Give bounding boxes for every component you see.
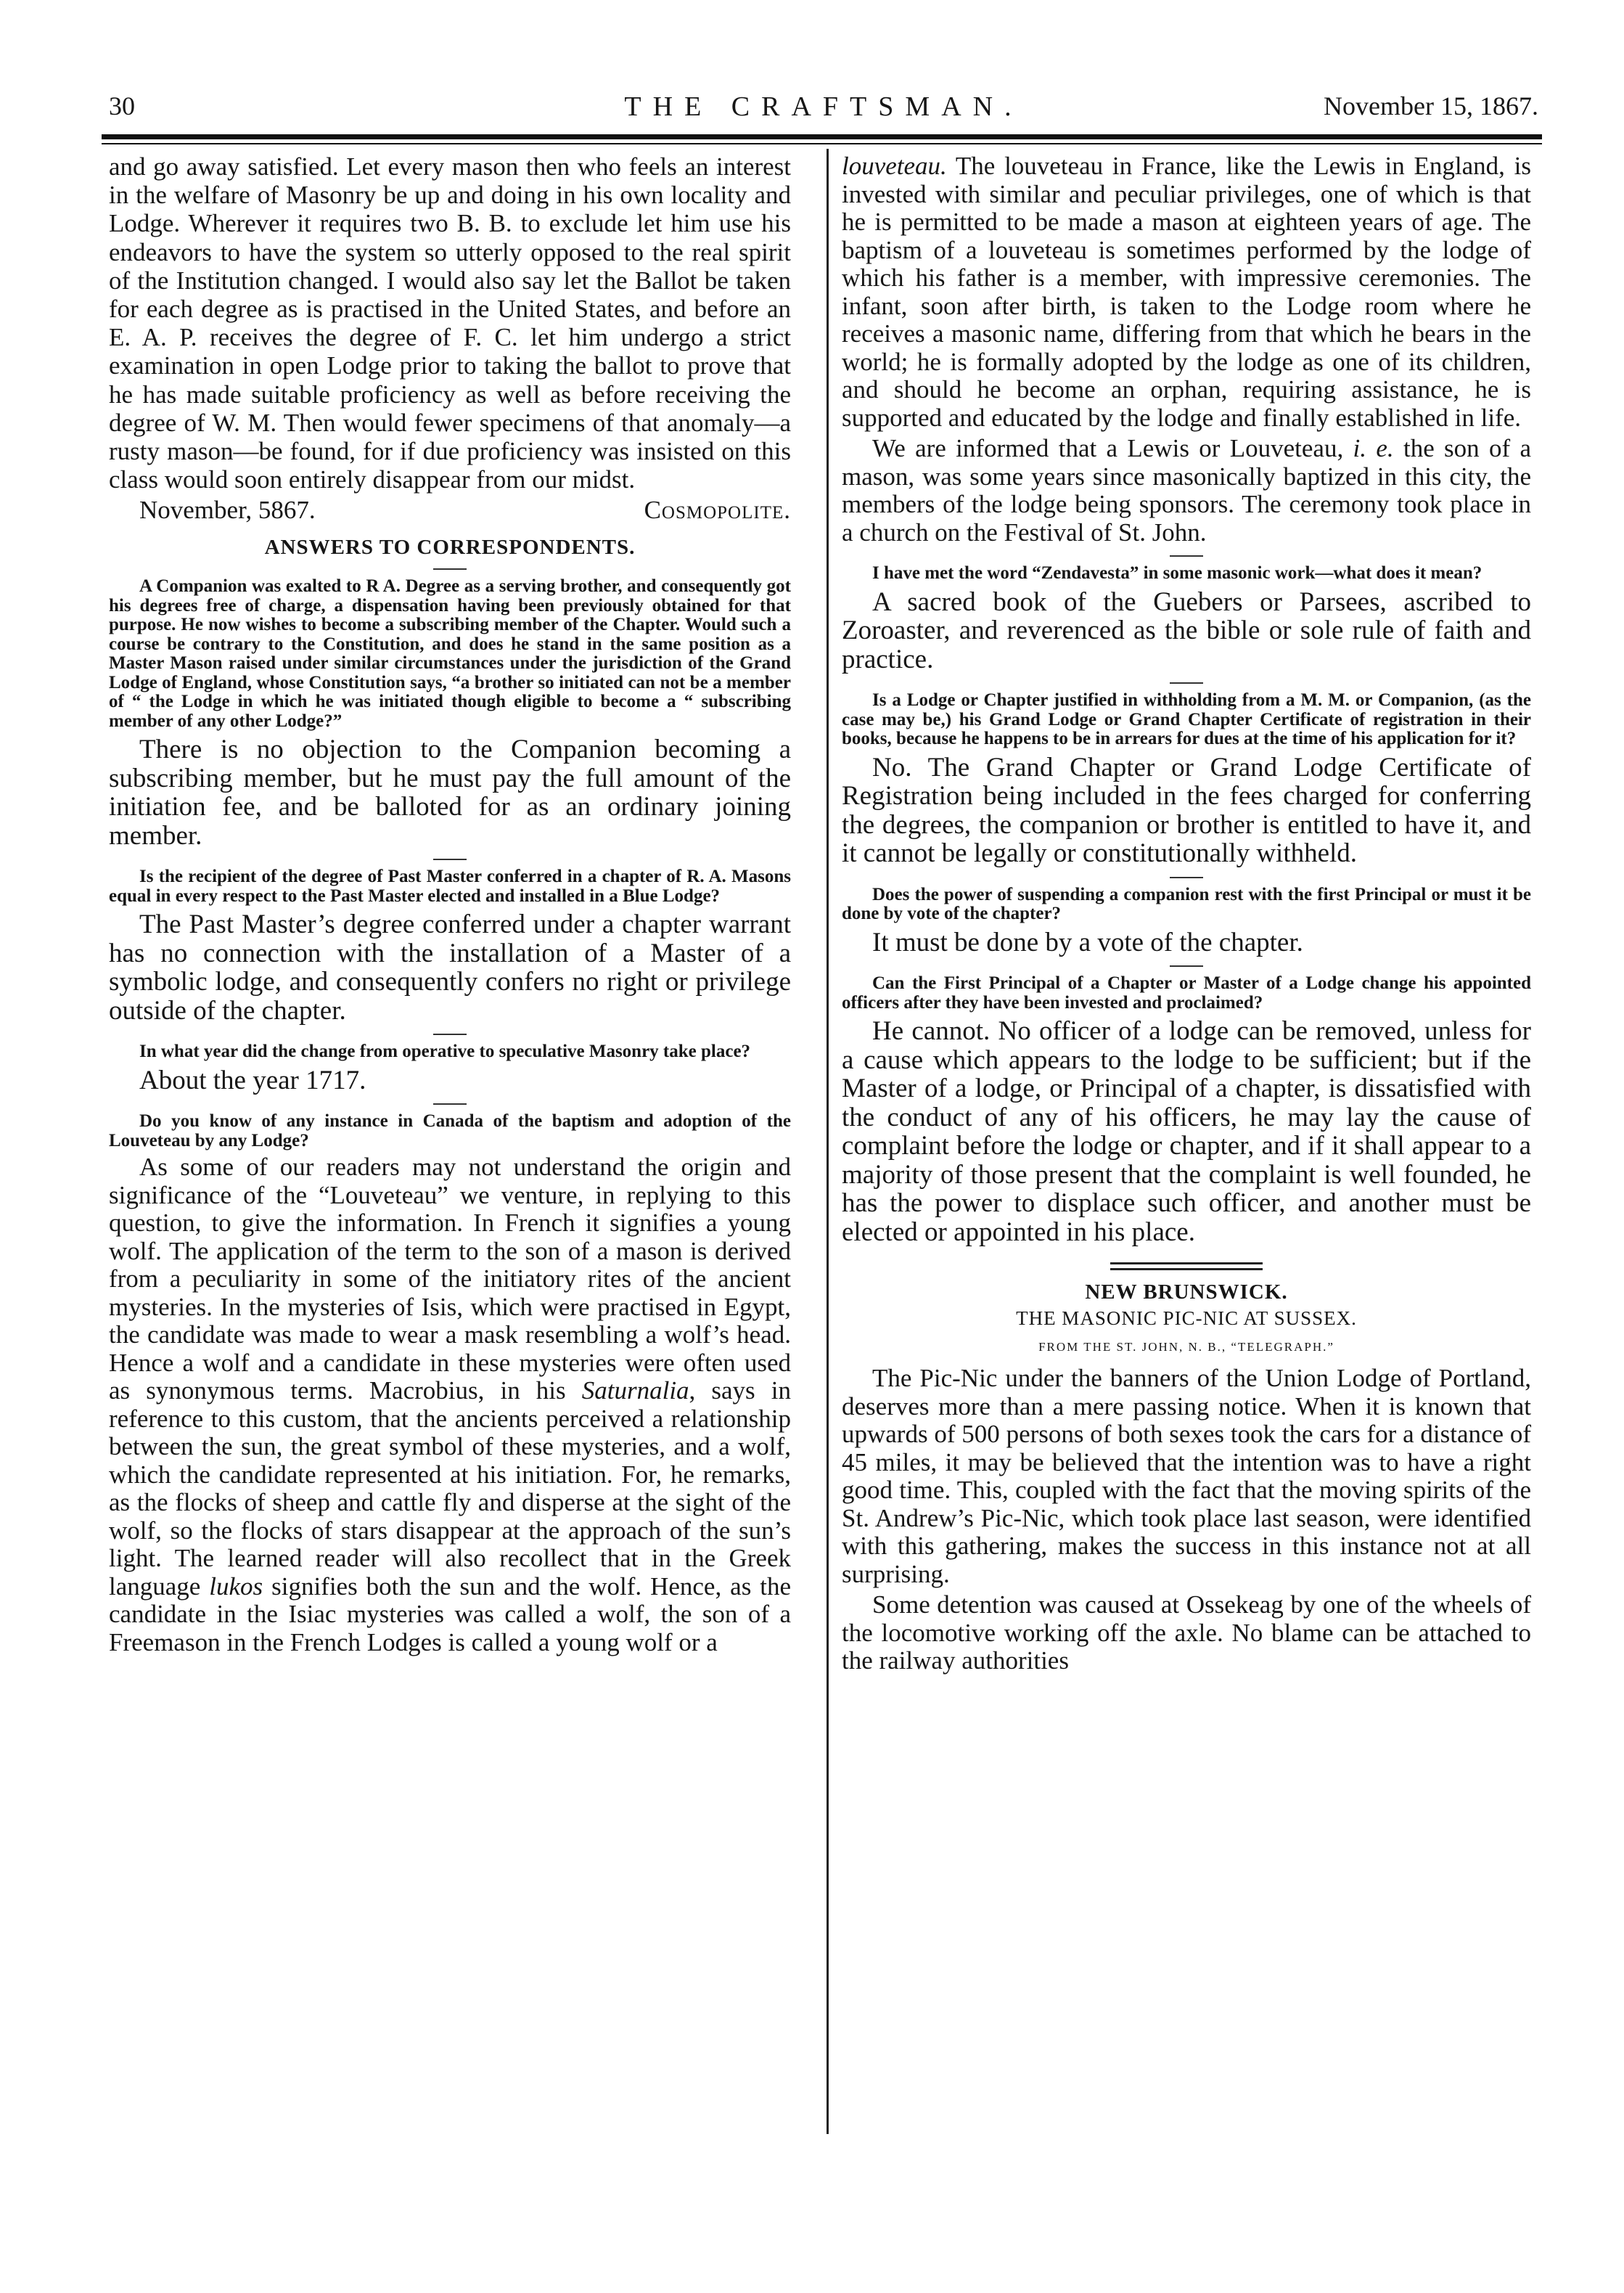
answer-1: There is no objection to the Companion becoming a subscribing member, but he must pay the full amount of the initiation fee, and be balloted for as an ordinary joining member. bbox=[109, 735, 791, 851]
question-8: Can the First Principal of a Chapter or Master of a Lodge change his appointed officers after they have been invested and proclaimed? bbox=[842, 973, 1531, 1013]
question-2: Is the recipient of the degree of Past Master conferred in a chapter of R. A. Masons equal in every respect to the Past Master elected and installed in a Blue Lodge? bbox=[109, 867, 791, 906]
lewis-ie: i. e. bbox=[1353, 434, 1394, 462]
question-7: Does the power of suspending a companion rest with the first Principal or must it be done by vote of the chapter? bbox=[842, 884, 1531, 923]
letter-conclusion: and go away satisfied. Let every mason then who feels an interest in the welfare of Masonry be up and doing in his own locality and Lodge. Wherever it requires two B. B. to exclude let him use his endeavors to have the system so utterly opposed to the real spirit of the Institution changed. I would also say let the Ballot be taken for each degree as is practised in the United States, and before an E. A. P. receives the degree of F. C. let him undergo a strict examination in open Lodge prior to taking the ballot to prove that he has made suitable proficiency as well as before receiving the degree of W. M. Then would fewer specimens of that anomaly—a rusty mason—be found, for if due proficiency was insisted on this class would soon entirely disappear from our midst. bbox=[109, 152, 791, 494]
header-rule-thick bbox=[102, 134, 1542, 139]
separator-dash bbox=[433, 1034, 467, 1035]
article-source: FROM THE ST. JOHN, N. B., “TELEGRAPH.” bbox=[1038, 1340, 1334, 1354]
answer-4-part-2: , says in reference to this custom, that the ancients perceived a relationship between the sun, the great symbol of these mysteries, and a wolf, which the candidate represented at his initiation. For, he remarks, as the flocks of sheep and cattle fly and disperse at the sight of the wolf, so the flocks of stars disappear at the approach of the sun’s light. The learned reader will also recollect that in the Greek language bbox=[109, 1376, 791, 1601]
section-heading-new-brunswick: NEW BRUNSWICK. bbox=[1085, 1280, 1288, 1304]
issue-date: November 15, 1867. bbox=[1324, 91, 1538, 120]
answer-6: No. The Grand Chapter or Grand Lodge Certificate of Registration being included in the fees charged for conferring the degrees, the companion or brother is entitled to have it, and it cannot be legally or constitutionally withheld. bbox=[842, 752, 1531, 868]
page-number: 30 bbox=[109, 91, 135, 120]
answer-4-lukos: lukos bbox=[209, 1571, 263, 1601]
answer-4-part-1: As some of our readers may not understand the origin and significance of the “Louveteau” we venture, in replying to this question, to give the information. In French it signifies a young wolf. The application of the term to the son of a mason is derived from a peculiarity in some of the initiatory rites of the ancient mysteries. In the mysteries of Isis, which were practised in Egypt, the candidate was made to wear a mask resembling a wolf’s head. Hence a wolf and a candidate in these mysteries were often used as synonymous terms. Macrobius, in his bbox=[109, 1153, 791, 1405]
answer-7: It must be done by a vote of the chapter. bbox=[872, 927, 1303, 957]
publication-title: THE CRAFTSMAN. bbox=[624, 91, 1023, 122]
answer-8: He cannot. No officer of a lodge can be removed, unless for a cause which appears to the lodge to be sufficient; but if the Master of a lodge, or Principal of a chapter, is dissatisfied with the conduct of any of his officers, he may lay the cause of complaint before the lodge or chapter, and if it shall appear to a majority of those present that the complaint is well founded, he has the power to displace such officer, and another must be elected or appointed in his place. bbox=[842, 1016, 1531, 1247]
separator-dash bbox=[1170, 555, 1203, 557]
question-4: Do you know of any instance in Canada of the baptism and adoption of the Louveteau by any Lodge? bbox=[109, 1111, 791, 1150]
signature-author: Cosmopolite. bbox=[644, 496, 791, 525]
letter-signature bbox=[109, 495, 791, 526]
separator-dash bbox=[433, 568, 467, 570]
answer-2: The Past Master’s degree conferred under a chapter warrant has no connection with the installation of a Master of a symbolic lodge, and consequently confers no right or privilege outside of the chapter. bbox=[109, 910, 791, 1026]
question-6: Is a Lodge or Chapter justified in withholding from a M. M. or Companion, (as the case may be,) his Grand Lodge or Grand Chapter Certificate of registration in their books, because he happens to be in arrears for dues at the time of his application for it? bbox=[842, 690, 1531, 748]
separator-dash bbox=[433, 859, 467, 860]
separator-dash bbox=[433, 1103, 467, 1105]
question-1: A Companion was exalted to R A. Degree as a serving brother, and consequently got his degrees free of charge, a dispensation having been previously obtained for that purpose. He now wishes to become a subscribing member of the Chapter. Would such a course be contrary to the Constitution, and does he stand in the same position as a Master Mason raised under similar circumstances under the jurisdiction of the Grand Lodge of England, whose Constitution says, “a brother so initiated can not be a member of “ the Lodge in which he was initiated though eligible to become a “ subscribing member of any other Lodge?” bbox=[109, 576, 791, 731]
answer-4-continued-text: The louveteau in France, like the Lewis in England, is invested with similar and peculiar privileges, one of which is that he is permitted to be made a mason at eighteen years of age. The baptism of a louveteau is sometimes performed by the lodge of which his father is a member, with impressive ceremonies. The infant, soon after birth, is taken to the Lodge room where he receives a masonic name, differing from that which he bears in the world; he is formally adopted by the lodge as one of its children, and should he become an orphan, requiring assistance, he is supported and educated by the lodge and finally established in life. bbox=[842, 152, 1531, 432]
lewis-paragraph bbox=[842, 435, 1531, 547]
left-column bbox=[109, 152, 791, 1656]
answer-3: About the year 1717. bbox=[139, 1065, 366, 1095]
lewis-part-1: We are informed that a Lewis or Louveteau, bbox=[872, 434, 1353, 462]
page-header bbox=[109, 91, 1538, 134]
separator-dash bbox=[1170, 965, 1203, 967]
question-5: I have met the word “Zendavesta” in some masonic work—what does it mean? bbox=[872, 563, 1482, 583]
answer-4-continued bbox=[842, 152, 1531, 432]
header-rule-thin bbox=[102, 143, 1542, 144]
louveteau-word: louveteau. bbox=[842, 152, 947, 180]
section-heading-answers: ANSWERS TO CORRESPONDENTS. bbox=[264, 536, 636, 560]
answer-4-saturnalia: Saturnalia bbox=[581, 1376, 689, 1405]
right-column bbox=[842, 152, 1531, 1675]
signature-date: November, 5867. bbox=[139, 496, 316, 525]
lewis-part-2: the son of a mason, was some years since masonically baptized in this city, the members of the lodge being sponsors. The ceremony took place in a church on the Festival of St. John. bbox=[842, 434, 1532, 547]
answer-5: A sacred book of the Guebers or Parsees, ascribed to Zoroaster, and reverenced as the bible or sole rule of faith and practice. bbox=[842, 586, 1531, 674]
separator-dash bbox=[1170, 877, 1203, 878]
column-divider bbox=[827, 149, 829, 2134]
picnic-paragraph-1: The Pic-Nic under the banners of the Union Lodge of Portland, deserves more than a mere passing notice. When it is known that upwards of 500 persons of both sexes took the cars for a distance of 45 miles, it may be believed that the intention was to have a right good time. This, coupled with the fact that the moving spirits of the St. Andrew’s Pic-Nic, which took place last season, were identified with this gathering, makes the success in this instance not at all surprising. bbox=[842, 1364, 1531, 1588]
separator-dash bbox=[1170, 682, 1203, 684]
picnic-paragraph-2: Some detention was caused at Ossekeag by one of the wheels of the locomotive working off the axle. No blame can be attached to the railway authorities bbox=[842, 1590, 1531, 1675]
section-double-rule bbox=[1110, 1262, 1263, 1270]
question-3: In what year did the change from operative to speculative Masonry take place? bbox=[139, 1042, 751, 1062]
answer-4 bbox=[109, 1153, 791, 1656]
answer-4-part-3: signifies both the sun and the wolf. Hence, as the candidate in the Isiac mysteries was called a wolf, the son of a Freemason in the French Lodges is called a young wolf or a bbox=[109, 1571, 792, 1656]
article-subheading: THE MASONIC PIC-NIC AT SUSSEX. bbox=[1016, 1307, 1357, 1329]
